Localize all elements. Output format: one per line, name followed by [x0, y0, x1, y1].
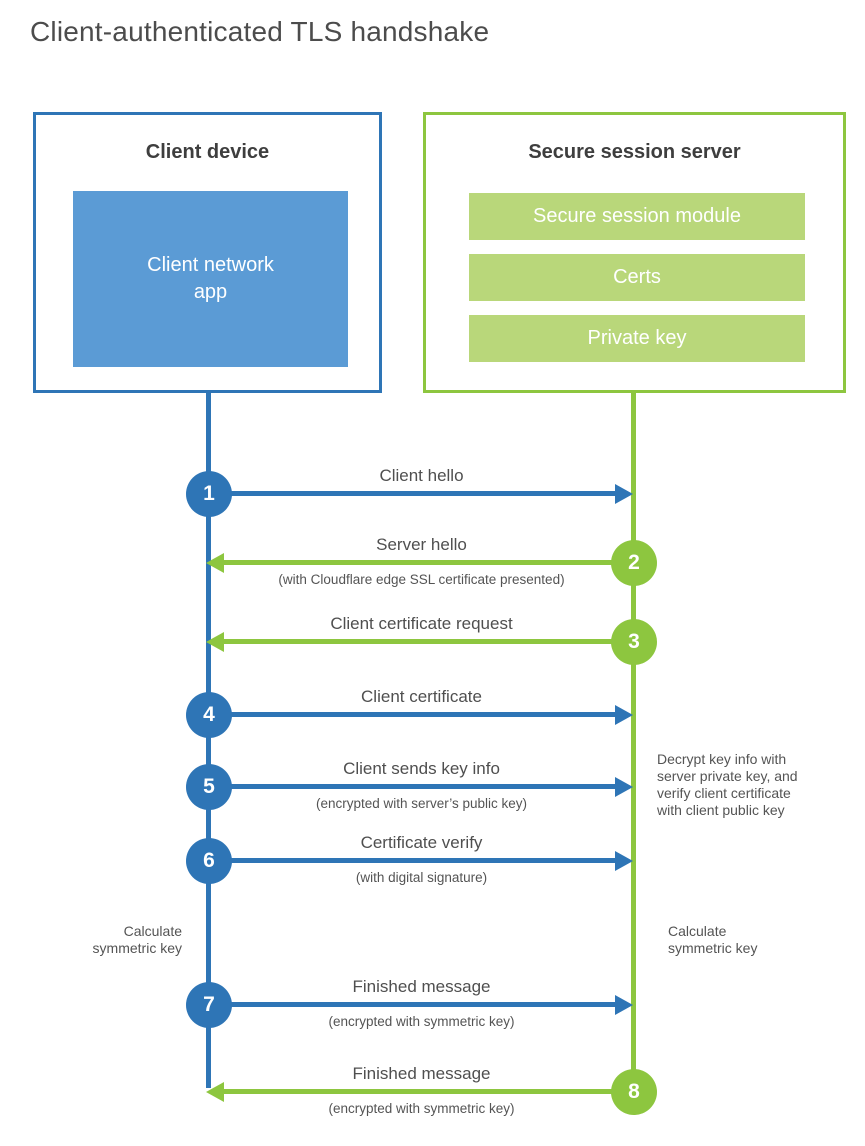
client-app-label-line1: Client network: [147, 254, 274, 276]
server-certs-bar: Certs: [469, 254, 805, 301]
secure-session-server-box: [423, 112, 846, 393]
arrow-right-icon: [615, 705, 633, 725]
page-title: Client-authenticated TLS handshake: [30, 16, 490, 47]
client-app-label-line2: app: [193, 281, 228, 303]
message-label: Certificate verify: [360, 833, 483, 852]
arrow-line: [224, 1089, 634, 1094]
server-title: Secure session server: [528, 141, 741, 163]
message-label: Server hello: [376, 535, 467, 554]
message-label: Client sends key info: [343, 759, 500, 778]
arrow-line: [224, 560, 634, 565]
arrow-right-icon: [615, 484, 633, 504]
decrypt-note: [657, 751, 798, 819]
step-circle: 3: [611, 619, 657, 665]
arrow-line: [209, 491, 616, 496]
arrow-right-icon: [615, 995, 633, 1015]
client-device-box: [33, 112, 382, 393]
message-label: Client certificate request: [330, 614, 513, 633]
calculate-symmetric-key-note-left: [40, 923, 182, 957]
server-private-key-bar: Private key: [469, 315, 805, 362]
decrypt-note-line2: server private key, and: [657, 768, 798, 784]
message-label: Finished message: [352, 977, 491, 996]
step-circle: 7: [186, 982, 232, 1028]
step-circle: 5: [186, 764, 232, 810]
arrow-left-icon: [206, 1082, 224, 1102]
arrow-left-icon: [206, 632, 224, 652]
calc-left-line2: symmetric key: [92, 940, 182, 956]
step-circle: 6: [186, 838, 232, 884]
step-circle: 1: [186, 471, 232, 517]
arrow-line: [209, 1002, 616, 1007]
message-subtext: (encrypted with symmetric key): [328, 1101, 515, 1116]
client-device-title: Client device: [145, 141, 270, 163]
message-label: Client hello: [379, 466, 464, 485]
calculate-symmetric-key-note-right: [668, 923, 757, 957]
arrow-line: [209, 712, 616, 717]
calc-right-line2: symmetric key: [668, 940, 758, 956]
step-circle: 8: [611, 1069, 657, 1115]
client-network-app-box: [73, 191, 348, 367]
message-label: Client certificate: [361, 687, 482, 706]
step-circle: 2: [611, 540, 657, 586]
message-label: Finished message: [352, 1064, 491, 1083]
message-subtext: (encrypted with symmetric key): [328, 1014, 515, 1029]
message-subtext: (encrypted with server’s public key): [315, 796, 528, 811]
arrow-right-icon: [615, 777, 633, 797]
calc-right-line1: Calculate: [668, 923, 727, 939]
decrypt-note-line1: Decrypt key info with: [657, 751, 787, 767]
server-module-bar: Secure session module: [469, 193, 805, 240]
step-circle: 4: [186, 692, 232, 738]
calc-left-line1: Calculate: [123, 923, 182, 939]
arrow-line: [209, 784, 616, 789]
arrow-line: [224, 639, 634, 644]
arrow-right-icon: [615, 851, 633, 871]
arrow-line: [209, 858, 616, 863]
decrypt-note-line3: verify client certificate: [657, 785, 791, 801]
message-subtext: (with digital signature): [355, 870, 488, 885]
decrypt-note-line4: with client public key: [657, 802, 785, 818]
message-subtext: (with Cloudflare edge SSL certificate presented): [278, 572, 565, 587]
arrow-left-icon: [206, 553, 224, 573]
